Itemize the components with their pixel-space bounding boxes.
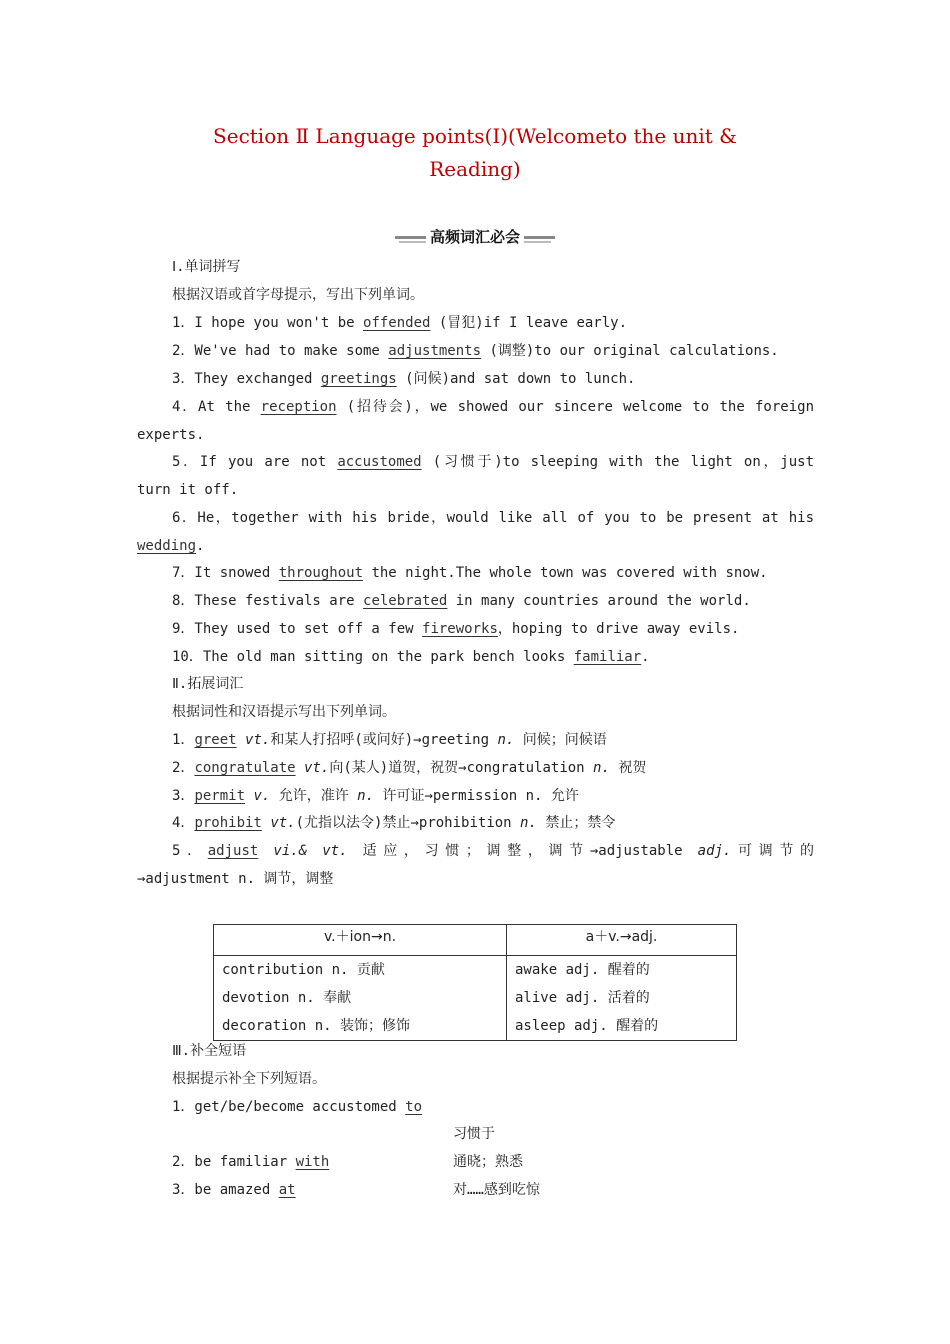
sec2-item-5-cont: →adjustment n. 调节，调整 bbox=[137, 871, 334, 887]
table-header: v.＋ion→n. bbox=[214, 925, 507, 956]
answer: prohibit bbox=[194, 815, 262, 831]
sec3-item-1-meaning: 习惯于 bbox=[453, 1126, 495, 1142]
sec3-item-1: 1．get/be/become accustomed to bbox=[172, 1099, 423, 1115]
sec1-instruction: 根据汉语或首字母提示，写出下列单词。 bbox=[172, 287, 424, 303]
section-banner-text: 高频词汇必会 bbox=[426, 228, 524, 246]
sec1-heading: Ⅰ.单词拼写 bbox=[172, 259, 241, 275]
answer: with bbox=[295, 1154, 330, 1170]
answer: adjust bbox=[207, 843, 259, 859]
sec1-item-5: 5．If you are not accustomed (习惯于)to sleeping with the light on，just bbox=[172, 454, 814, 470]
answer: adjustments bbox=[388, 343, 482, 359]
sec1-item-4: 4．At the reception (招待会)，we showed our sincere welcome to the foreign bbox=[172, 399, 814, 415]
answer: greetings bbox=[320, 371, 397, 387]
section-banner bbox=[395, 227, 555, 247]
sec3-instruction: 根据提示补全下列短语。 bbox=[172, 1071, 326, 1087]
page-title-line-1: Section Ⅱ Language points(Ⅰ)(Welcometo the unit & bbox=[213, 124, 737, 148]
answer: at bbox=[278, 1182, 296, 1198]
answer: fireworks bbox=[422, 621, 498, 637]
sec1-item-8: 8．These festivals are celebrated in many countries around the world. bbox=[172, 593, 751, 609]
answer: wedding bbox=[137, 538, 197, 554]
table-cell: awake adj. 醒着的 alive adj. 活着的 asleep adj. 醒着的 bbox=[507, 956, 737, 1041]
sec2-item-1: 1．greet vt.和某人打招呼(或问好)→greeting n. 问候；问候语 bbox=[172, 732, 607, 748]
sec1-item-6: 6．He，together with his bride，would like all of you to be present at his bbox=[172, 510, 814, 526]
answer: offended bbox=[363, 315, 431, 331]
sec1-item-6-cont: wedding. bbox=[137, 538, 205, 554]
sec3-item-2-meaning: 通晓；熟悉 bbox=[453, 1154, 523, 1170]
sec1-item-5-cont: turn it off. bbox=[137, 482, 239, 498]
table-cell: contribution n. 贡献 devotion n. 奉献 decoration n. 装饰；修饰 bbox=[214, 956, 507, 1041]
answer: congratulate bbox=[194, 760, 296, 776]
sec2-item-3: 3．permit v. 允许，准许 n. 许可证→permission n. 允许 bbox=[172, 788, 579, 804]
sec3-item-3: 3．be amazed at bbox=[172, 1182, 296, 1198]
answer: accustomed bbox=[337, 454, 422, 470]
answer: greet bbox=[194, 732, 237, 748]
sec1-item-1: 1．I hope you won't be offended (冒犯)if I leave early. bbox=[172, 315, 628, 331]
sec2-instruction: 根据词性和汉语提示写出下列单词。 bbox=[172, 704, 396, 720]
answer: throughout bbox=[278, 565, 364, 581]
page-title-line-2: Reading) bbox=[429, 157, 521, 181]
sec3-item-3-meaning: 对……感到吃惊 bbox=[453, 1182, 540, 1198]
word-formation-table bbox=[213, 924, 737, 1041]
sec2-heading: Ⅱ.拓展词汇 bbox=[172, 676, 244, 692]
sec1-item-9: 9．They used to set off a few fireworks，hoping to drive away evils. bbox=[172, 621, 740, 637]
sec2-item-2: 2．congratulate vt.向(某人)道贺，祝贺→congratulation n. 祝贺 bbox=[172, 760, 647, 776]
sec1-item-3: 3．They exchanged greetings (问候)and sat down to lunch. bbox=[172, 371, 636, 387]
sec1-item-7: 7．It snowed throughout the night.The whole town was covered with snow. bbox=[172, 565, 768, 581]
sec1-item-2: 2．We've had to make some adjustments (调整)to our original calculations. bbox=[172, 343, 779, 359]
answer: to bbox=[405, 1099, 423, 1115]
answer: familiar bbox=[573, 649, 642, 665]
answer: permit bbox=[194, 788, 246, 804]
sec2-item-4: 4．prohibit vt.(尤指以法令)禁止→prohibition n. 禁止；禁令 bbox=[172, 815, 616, 831]
sec1-item-4-cont: experts. bbox=[137, 427, 205, 443]
sec3-heading: Ⅲ.补全短语 bbox=[172, 1043, 247, 1059]
table-header: a＋v.→adj. bbox=[507, 925, 737, 956]
answer: reception bbox=[260, 399, 337, 415]
answer: celebrated bbox=[363, 593, 448, 609]
sec1-item-10: 10．The old man sitting on the park bench looks familiar. bbox=[172, 649, 650, 665]
sec3-item-2: 2．be familiar with bbox=[172, 1154, 330, 1170]
sec2-item-5: 5．adjust vi.& vt. 适应，习惯；调整，调节→adjustable adj.可调节的 bbox=[172, 843, 814, 859]
